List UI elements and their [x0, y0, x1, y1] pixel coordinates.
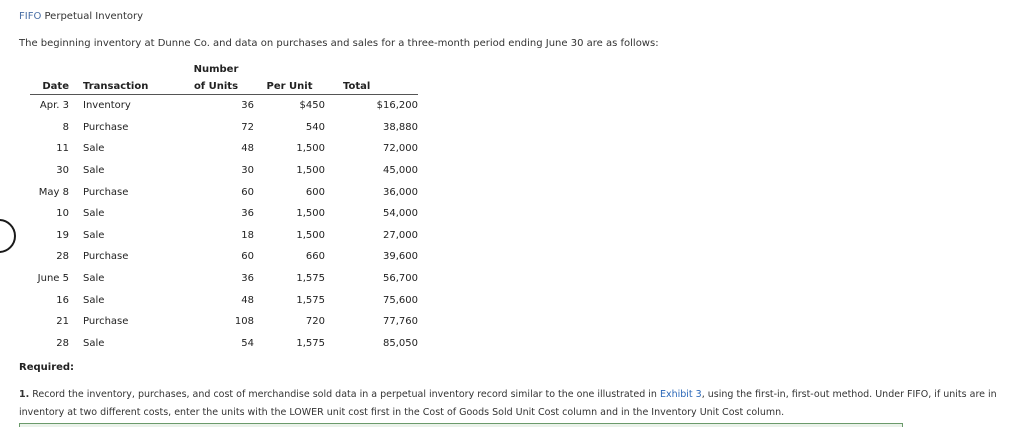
cell-total: 45,000	[383, 165, 418, 177]
exhibit-link[interactable]: Exhibit 3	[659, 389, 702, 400]
cell-units: 60	[241, 251, 254, 263]
table-row	[30, 333, 418, 355]
cell-total: 72,000	[383, 143, 418, 155]
cell-date: June 5	[37, 273, 69, 285]
cell-per-unit: 660	[305, 251, 325, 263]
cell-per-unit: 1,575	[296, 273, 325, 285]
cell-total: 54,000	[383, 208, 418, 220]
cell-transaction: Purchase	[83, 186, 129, 198]
table-row	[30, 225, 418, 247]
cell-date: 30	[56, 165, 69, 177]
cell-date: 16	[56, 294, 69, 306]
required-label: Required:	[19, 362, 75, 373]
table-row	[30, 311, 418, 333]
instruction-text	[19, 386, 1014, 422]
cell-per-unit: 1,575	[296, 294, 325, 306]
header-total: Total	[325, 75, 418, 95]
cell-total: 39,600	[383, 251, 418, 263]
table-row	[30, 181, 418, 203]
cell-date: 10	[56, 208, 69, 220]
table-row	[30, 289, 418, 311]
header-units-line1: Number	[193, 64, 239, 75]
header-spacer	[69, 58, 178, 75]
cell-units: 60	[241, 186, 254, 198]
cell-units: 30	[241, 165, 254, 177]
inventory-table	[30, 58, 418, 354]
cell-units: 48	[241, 143, 254, 155]
cell-total: $16,200	[376, 100, 418, 112]
cell-units: 54	[241, 337, 254, 349]
cell-transaction: Sale	[83, 165, 105, 177]
header-spacer	[325, 58, 418, 75]
header-transaction: Transaction	[69, 75, 178, 95]
table-row	[30, 95, 418, 117]
cell-transaction: Purchase	[83, 251, 129, 263]
cell-transaction: Sale	[83, 337, 105, 349]
cell-per-unit: $450	[299, 100, 325, 112]
cell-transaction: Inventory	[83, 100, 131, 112]
cell-per-unit: 600	[305, 186, 325, 198]
cell-units: 36	[241, 273, 254, 285]
table-row	[30, 117, 418, 139]
cell-total: 56,700	[383, 273, 418, 285]
cell-units: 108	[234, 316, 254, 328]
cell-per-unit: 1,500	[296, 208, 325, 220]
cell-date: 8	[62, 121, 69, 133]
cell-transaction: Sale	[83, 273, 105, 285]
side-circle-icon[interactable]	[0, 219, 16, 253]
page-title	[19, 11, 143, 22]
table-row	[30, 138, 418, 160]
cell-total: 77,760	[383, 316, 418, 328]
cell-units: 36	[241, 100, 254, 112]
table-row	[30, 160, 418, 182]
instruction-number: 1.	[19, 389, 30, 400]
title-rest: Perpetual Inventory	[41, 11, 144, 22]
cell-per-unit: 1,500	[296, 165, 325, 177]
header-date: Date	[30, 75, 69, 95]
cell-transaction: Purchase	[83, 121, 129, 133]
cell-transaction: Purchase	[83, 316, 129, 328]
cell-total: 85,050	[383, 337, 418, 349]
table-row	[30, 246, 418, 268]
answer-panel-top	[19, 423, 903, 427]
cell-per-unit: 1,500	[296, 143, 325, 155]
cell-units: 72	[241, 121, 254, 133]
cell-date: May 8	[38, 186, 69, 198]
table-row	[30, 203, 418, 225]
cell-per-unit: 540	[305, 121, 325, 133]
cell-date: 28	[56, 337, 69, 349]
cell-date: 19	[56, 229, 69, 241]
cell-total: 75,600	[383, 294, 418, 306]
intro-text: The beginning inventory at Dunne Co. and data on purchases and sales for a three-month period ending June 30 are as follows:	[19, 38, 659, 49]
header-spacer	[30, 58, 69, 75]
cell-per-unit: 720	[305, 316, 325, 328]
cell-per-unit: 1,575	[296, 337, 325, 349]
header-units-line2: of Units	[178, 75, 254, 95]
header-spacer	[254, 58, 325, 75]
cell-transaction: Sale	[83, 294, 105, 306]
instruction-before-link: Record the inventory, purchases, and cost of merchandise sold data in a perpetual inventory record similar to the one illustrated in	[29, 389, 660, 400]
cell-date: 28	[56, 251, 69, 263]
cell-per-unit: 1,500	[296, 229, 325, 241]
cell-units: 48	[241, 294, 254, 306]
header-per-unit: Per Unit	[254, 75, 325, 95]
cell-date: Apr. 3	[39, 100, 69, 112]
cell-total: 27,000	[383, 229, 418, 241]
cell-total: 36,000	[383, 186, 418, 198]
cell-units: 36	[241, 208, 254, 220]
title-fifo: FIFO	[19, 11, 42, 22]
cell-units: 18	[241, 229, 254, 241]
cell-date: 11	[56, 143, 69, 155]
cell-date: 21	[56, 316, 69, 328]
instruction-after-link: , using the first-in, first-out method. Under FIFO, if units are in inventory at two different costs, enter the units with the LOWER unit cost first in the Cost of Goods Sold Unit Cost column and in the Inventory Unit Cost column.	[19, 389, 997, 418]
cell-transaction: Sale	[83, 229, 105, 241]
cell-transaction: Sale	[83, 143, 105, 155]
table-row	[30, 268, 418, 290]
cell-total: 38,880	[383, 121, 418, 133]
cell-transaction: Sale	[83, 208, 105, 220]
